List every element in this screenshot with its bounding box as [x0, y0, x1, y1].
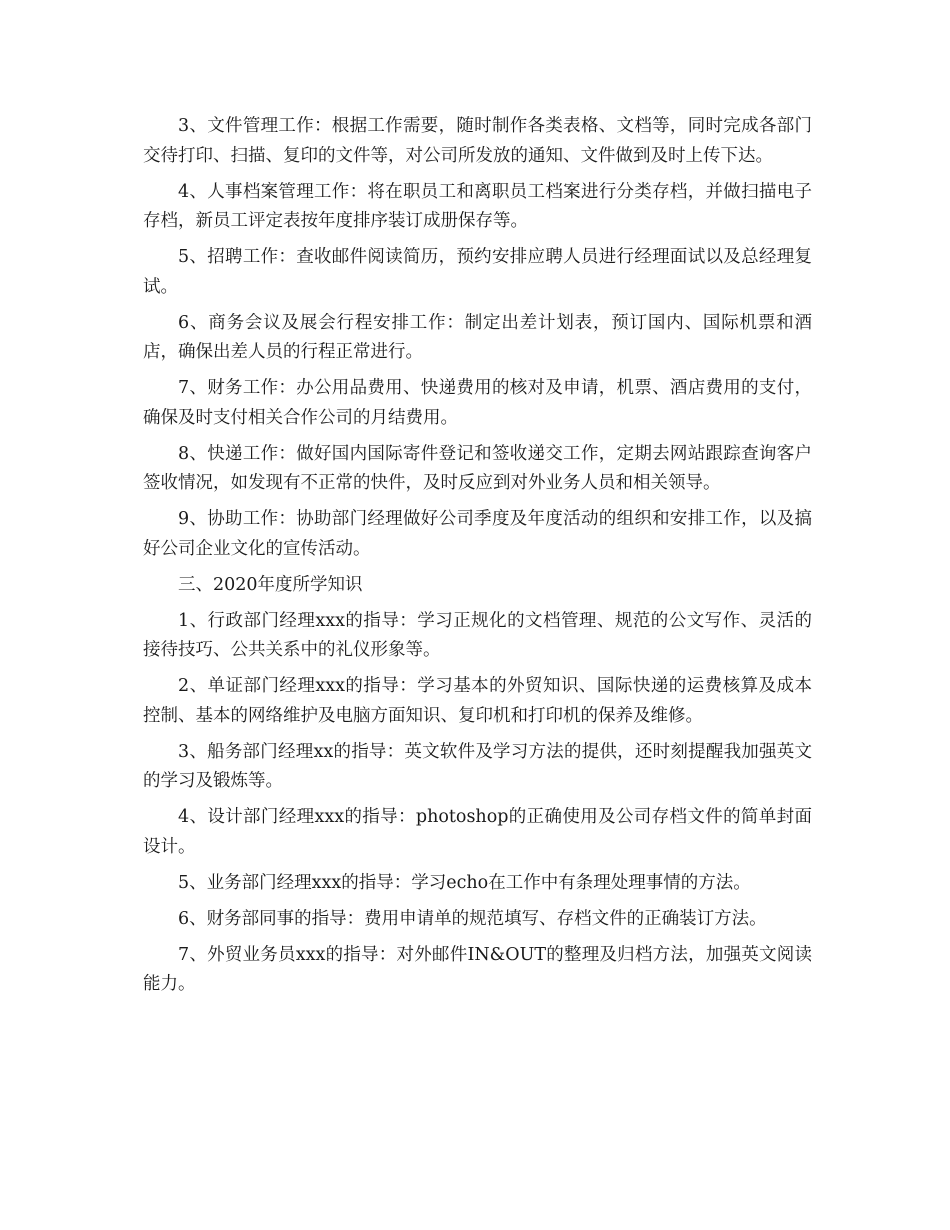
paragraph-design-guidance: 4、设计部门经理xxx的指导：photoshop的正确使用及公司存档文件的简单封面设计。: [143, 807, 812, 857]
paragraph-assistance: 9、协助工作：协助部门经理做好公司季度及年度活动的组织和安排工作，以及搞好公司企业文化的宣传活动。: [143, 509, 812, 559]
paragraph-file-management: 3、文件管理工作：根据工作需要，随时制作各类表格、文档等，同时完成各部门交待打印、扫描、复印的文件等，对公司所发放的通知、文件做到及时上传下达。: [143, 116, 812, 166]
section-heading-knowledge: 三、2020年度所学知识: [178, 574, 363, 595]
paragraph-finance-guidance: 6、财务部同事的指导：费用申请单的规范填写、存档文件的正确装订方法。: [178, 908, 767, 929]
paragraph-business-guidance: 5、业务部门经理xxx的指导：学习echo在工作中有条理处理事情的方法。: [178, 872, 751, 893]
paragraph-hr-archives: 4、人事档案管理工作：将在职员工和离职员工档案进行分类存档，并做扫描电子存档，新员工评定表按年度排序装订成册保存等。: [143, 181, 812, 231]
paragraph-documents-guidance: 2、单证部门经理xxx的指导：学习基本的外贸知识、国际快递的运费核算及成本控制、基本的网络维护及电脑方面知识、复印机和打印机的保养及维修。: [143, 676, 812, 726]
paragraph-finance: 7、财务工作：办公用品费用、快递费用的核对及申请，机票、酒店费用的支付，确保及时支付相关合作公司的月结费用。: [143, 378, 812, 428]
paragraph-express: 8、快递工作：做好国内国际寄件登记和签收递交工作，定期去网站跟踪查询客户签收情况，如发现有不正常的快件，及时反应到对外业务人员和相关领导。: [143, 443, 812, 493]
paragraph-shipping-guidance: 3、船务部门经理xx的指导：英文软件及学习方法的提供，还时刻提醒我加强英文的学习及锻炼等。: [143, 741, 812, 791]
paragraph-recruitment: 5、招聘工作：查收邮件阅读简历，预约安排应聘人员进行经理面试以及总经理复试。: [143, 247, 812, 297]
paragraph-trade-guidance: 7、外贸业务员xxx的指导：对外邮件IN&OUT的整理及归档方法，加强英文阅读能力。: [143, 944, 812, 994]
paragraph-admin-guidance: 1、行政部门经理xxx的指导：学习正规化的文档管理、规范的公文写作、灵活的接待技巧、公共关系中的礼仪形象等。: [143, 610, 812, 660]
paragraph-business-travel: 6、商务会议及展会行程安排工作：制定出差计划表，预订国内、国际机票和酒店，确保出差人员的行程正常进行。: [143, 312, 812, 362]
